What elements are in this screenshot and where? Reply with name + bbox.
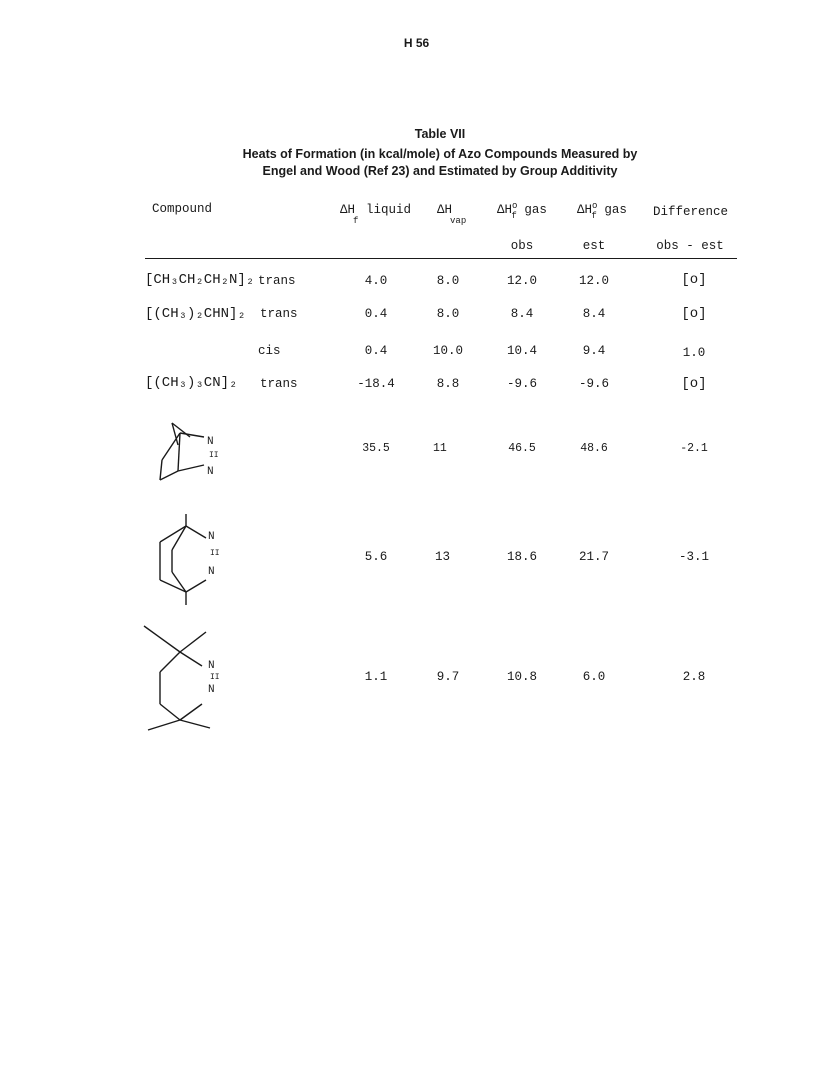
value-gas-obs: 10.4 <box>506 344 537 358</box>
double-bond-mark: II <box>210 673 220 682</box>
value-gas-est: -9.6 <box>578 377 609 391</box>
value-vap: 8.0 <box>436 307 460 321</box>
value-gas-obs: 12.0 <box>506 274 537 288</box>
value-vap: 13 <box>435 550 451 564</box>
compound-formula: [(CH₃)₃CN]₂ <box>145 375 238 391</box>
value-gas-obs: 8.4 <box>510 307 534 321</box>
nitrogen-label: N <box>208 684 215 696</box>
header-rule <box>145 258 737 259</box>
value-difference: 2.8 <box>682 670 706 684</box>
table-caption <box>150 146 730 180</box>
header-gas-est-symbol: ΔH <box>577 203 593 217</box>
header-gas-est-sub: f <box>591 211 597 221</box>
compound-formula: [CH₃CH₂CH₂N]₂ <box>145 272 255 288</box>
caption-line-2: Engel and Wood (Ref 23) and Estimated by Group Additivity <box>262 164 618 178</box>
header-difference: Difference <box>653 205 729 219</box>
value-liquid: 5.6 <box>364 550 388 564</box>
nitrogen-label: N <box>207 466 214 478</box>
tetramethyl-cyclic-azo-structure <box>140 622 220 734</box>
value-vap: 10.0 <box>432 344 463 358</box>
bicyclooctene-azo-structure <box>152 510 214 610</box>
value-vap: 9.7 <box>436 670 460 684</box>
value-gas-est: 12.0 <box>578 274 609 288</box>
value-liquid: 0.4 <box>364 307 388 321</box>
table-label: Table VII <box>414 127 466 141</box>
header-gas-obs-sup: o <box>512 201 518 211</box>
header-liquid <box>340 203 411 226</box>
value-vap: 8.8 <box>436 377 460 391</box>
value-liquid: 35.5 <box>362 442 390 455</box>
header-gas-est-label: gas <box>604 203 627 217</box>
value-difference: -3.1 <box>678 550 709 564</box>
compound-form: trans <box>260 307 298 321</box>
value-difference: 1.0 <box>682 346 706 360</box>
value-difference: [o] <box>681 376 707 392</box>
compound-formula: [(CH₃)₂CHN]₂ <box>145 306 246 322</box>
header-gas-obs-sub: f <box>511 211 517 221</box>
header-vap-sub: vap <box>450 216 467 226</box>
header-gas-est-sup: o <box>592 201 598 211</box>
value-gas-obs: 10.8 <box>506 670 537 684</box>
header-obs: obs <box>510 239 534 253</box>
header-vap-symbol: ΔH <box>437 203 453 217</box>
value-gas-est: 6.0 <box>582 670 606 684</box>
value-gas-obs: -9.6 <box>506 377 537 391</box>
value-liquid: -18.4 <box>357 377 395 391</box>
header-liquid-label: liquid <box>365 203 411 217</box>
value-difference: [o] <box>681 306 707 322</box>
caption-line-1: Heats of Formation (in kcal/mole) of Azo Compounds Measured by <box>242 147 638 161</box>
header-gas-obs-symbol: ΔH <box>497 203 513 217</box>
header-est: est <box>582 239 606 253</box>
value-gas-est: 8.4 <box>582 307 606 321</box>
compound-form: trans <box>260 377 298 391</box>
value-vap: 11 <box>433 442 447 455</box>
nitrogen-label: N <box>207 436 214 448</box>
header-gas-obs-label: gas <box>524 203 547 217</box>
double-bond-mark: II <box>209 451 219 460</box>
nitrogen-label: N <box>208 660 215 672</box>
header-obs-minus-est: obs - est <box>656 239 724 253</box>
value-liquid: 0.4 <box>364 344 388 358</box>
value-liquid: 1.1 <box>364 670 388 684</box>
header-compound: Compound <box>152 202 213 216</box>
value-gas-obs: 18.6 <box>506 550 537 564</box>
nitrogen-label: N <box>208 566 215 578</box>
value-gas-est: 48.6 <box>580 442 608 455</box>
header-vap <box>437 203 467 226</box>
compound-form: cis <box>258 344 281 358</box>
compound-form: trans <box>258 274 296 288</box>
value-gas-obs: 46.5 <box>508 442 536 455</box>
value-gas-est: 21.7 <box>578 550 609 564</box>
header-gas-obs <box>497 201 547 221</box>
header-liquid-symbol: ΔH <box>340 203 356 217</box>
value-difference: [o] <box>681 272 707 288</box>
value-gas-est: 9.4 <box>582 344 606 358</box>
value-vap: 8.0 <box>436 274 460 288</box>
header-liquid-sub: f <box>353 216 359 226</box>
value-liquid: 4.0 <box>364 274 388 288</box>
page-number: H 56 <box>403 36 430 50</box>
header-gas-est <box>577 201 627 221</box>
double-bond-mark: II <box>210 549 220 558</box>
nitrogen-label: N <box>208 531 215 543</box>
value-difference: -2.1 <box>680 442 708 455</box>
